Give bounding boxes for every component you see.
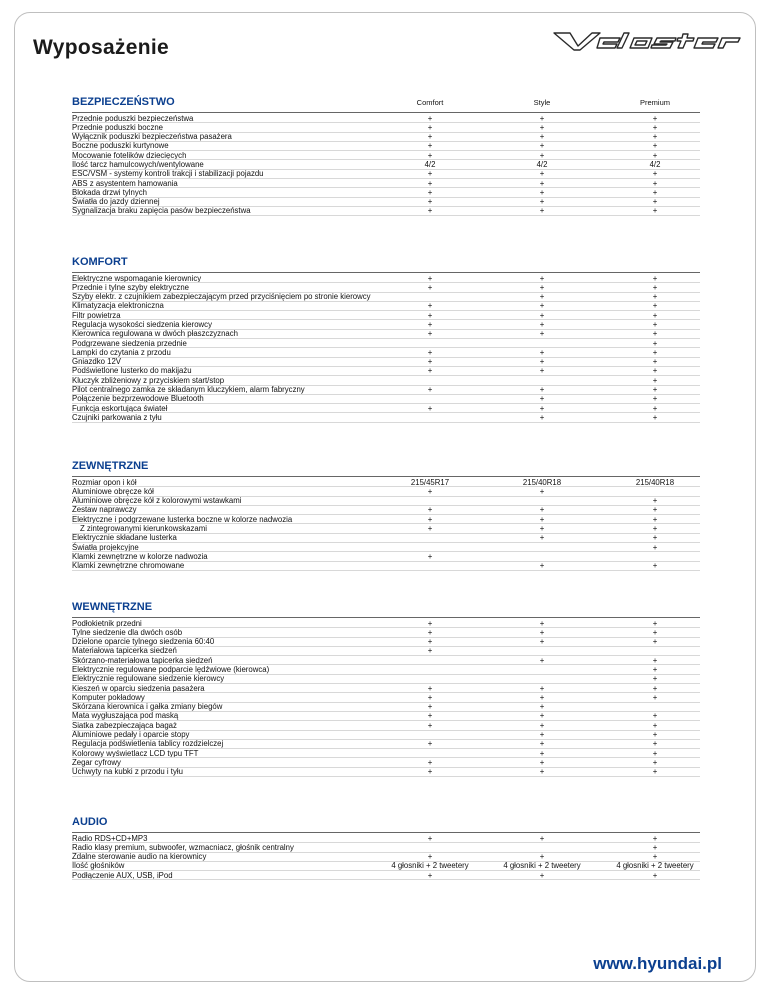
row-label: Funkcja eskortująca świateł [72, 403, 168, 413]
cell-comfort: + [427, 486, 433, 496]
row-label: Przednie poduszki boczne [72, 122, 164, 132]
cell-premium: + [652, 169, 658, 179]
cell-style: + [539, 683, 545, 693]
cell-style: + [539, 141, 545, 151]
row-label: Pilot centralnego zamka ze składanym kluczykiem, alarm fabryczny [72, 385, 305, 395]
cell-premium: + [652, 655, 658, 665]
cell-premium: + [652, 132, 658, 142]
cell-comfort: + [427, 197, 433, 207]
row-label: Kluczyk zbliżeniowy z przyciskiem start/stop [72, 375, 225, 385]
cell-premium: + [652, 301, 658, 311]
section-title: WEWNĘTRZNE [72, 601, 153, 613]
row-label: Klamki zewnętrzne w kolorze nadwozia [72, 551, 208, 561]
cell-comfort: + [427, 141, 433, 151]
row-label: Podłączenie AUX, USB, iPod [72, 870, 173, 880]
footer-url[interactable]: www.hyundai.pl [593, 954, 722, 973]
cell-premium: + [652, 664, 658, 674]
cell-comfort: + [427, 310, 433, 320]
cell-style: 215/40R18 [522, 477, 562, 487]
cell-style: + [539, 692, 545, 702]
cell-comfort: + [427, 329, 433, 339]
cell-premium: + [652, 852, 658, 862]
cell-style: + [539, 711, 545, 721]
cell-premium: + [652, 150, 658, 160]
table-row [72, 749, 700, 758]
section-title: ZEWNĘTRZNE [72, 460, 149, 472]
row-label: Przednie i tylne szyby elektryczne [72, 282, 190, 292]
cell-comfort: + [427, 282, 433, 292]
cell-comfort: + [427, 720, 433, 730]
cell-comfort: + [427, 301, 433, 311]
cell-comfort: + [427, 150, 433, 160]
cell-comfort: 4/2 [424, 159, 436, 169]
table-row [72, 179, 700, 188]
cell-premium: + [652, 748, 658, 758]
cell-style: + [539, 394, 545, 404]
cell-style: + [539, 366, 545, 376]
cell-style: + [539, 523, 545, 533]
cell-comfort: 4 głosniki + 2 tweetery [391, 861, 469, 871]
row-label: Przednie poduszki bezpieczeństwa [72, 113, 194, 123]
cell-premium: + [652, 739, 658, 749]
row-label: Podłokietnik przedni [72, 618, 142, 628]
cell-premium: + [652, 394, 658, 404]
cell-premium: + [652, 637, 658, 647]
cell-premium: + [652, 711, 658, 721]
row-label: Czujniki parkowania z tyłu [72, 412, 162, 422]
row-label: Skórzana kierownica i gałka zmiany biegów [72, 702, 223, 712]
row-label: Mata wygłuszająca pod maską [72, 711, 179, 721]
cell-style: + [539, 357, 545, 367]
section-audio [72, 816, 700, 880]
table-row [72, 413, 700, 422]
cell-style: + [539, 412, 545, 422]
cell-comfort: + [427, 852, 433, 862]
row-label: Elektrycznie regulowane siedzenie kierowcy [72, 674, 225, 684]
cell-style: + [539, 385, 545, 395]
table-row [72, 871, 700, 880]
cell-premium: + [652, 292, 658, 302]
cell-comfort: + [427, 122, 433, 132]
cell-premium: + [652, 366, 658, 376]
table-row [72, 188, 700, 197]
row-label: ABS z asystentem hamowania [72, 178, 178, 188]
cell-style: + [539, 561, 545, 571]
row-label: Dzielone oparcie tylnego siedzenia 60:40 [72, 637, 215, 647]
row-label: Sygnalizacja braku zapięcia pasów bezpieczeństwa [72, 206, 251, 216]
cell-premium: + [652, 505, 658, 515]
cell-comfort: + [427, 273, 433, 283]
cell-style: + [539, 637, 545, 647]
cell-premium: + [652, 842, 658, 852]
cell-premium: + [652, 767, 658, 777]
section-wewnetrzne [72, 601, 700, 777]
section-title: AUDIO [72, 816, 108, 828]
cell-style: + [539, 132, 545, 142]
cell-premium: + [652, 412, 658, 422]
cell-comfort: 215/45R17 [410, 477, 450, 487]
cell-style: + [539, 169, 545, 179]
cell-premium: + [652, 542, 658, 552]
cell-style: + [539, 852, 545, 862]
cell-style: + [539, 178, 545, 188]
cell-premium: + [652, 187, 658, 197]
row-label: Połączenie bezprzewodowe Bluetooth [72, 394, 204, 404]
cell-comfort: + [427, 739, 433, 749]
row-label: Filtr powietrza [72, 310, 121, 320]
veloster-logo [548, 30, 744, 52]
row-label: Materiałowa tapicerka siedzeń [72, 646, 177, 656]
table-row [72, 534, 700, 543]
cell-premium: + [652, 496, 658, 506]
row-label: Skórzano-materiałowa tapicerka siedzeń [72, 655, 213, 665]
section-title: KOMFORT [72, 256, 128, 268]
row-label: Klamki zewnętrzne chromowane [72, 561, 185, 571]
column-header-style: Style [533, 98, 551, 107]
cell-premium: + [652, 561, 658, 571]
row-label: Radio RDS+CD+MP3 [72, 833, 148, 843]
cell-premium: + [652, 720, 658, 730]
cell-style: + [539, 113, 545, 123]
row-label: Aluminiowe obręcze kół [72, 486, 154, 496]
cell-style: + [539, 122, 545, 132]
cell-comfort: + [427, 178, 433, 188]
table-row [72, 114, 700, 123]
row-label: Ilość tarcz hamulcowych/wentylowane [72, 159, 204, 169]
cell-style: + [539, 748, 545, 758]
row-label: Boczne poduszki kurtynowe [72, 141, 169, 151]
cell-style: + [539, 833, 545, 843]
cell-style: + [539, 533, 545, 543]
cell-style: + [539, 730, 545, 740]
table-row [72, 562, 700, 571]
cell-style: + [539, 486, 545, 496]
cell-style: + [539, 347, 545, 357]
cell-premium: + [652, 282, 658, 292]
cell-style: + [539, 702, 545, 712]
cell-comfort: + [427, 646, 433, 656]
table-row [72, 302, 700, 311]
row-label: Komputer pokładowy [72, 692, 145, 702]
row-label: Uchwyty na kubki z przodu i tyłu [72, 767, 183, 777]
row-label: Zegar cyfrowy [72, 757, 121, 767]
cell-comfort: + [427, 692, 433, 702]
table-row [72, 853, 700, 862]
cell-style: + [539, 739, 545, 749]
cell-premium: + [652, 273, 658, 283]
row-label: Wyłącznik poduszki bezpieczeństwa pasażera [72, 132, 232, 142]
table-row [72, 293, 700, 302]
section-zewnetrzne [72, 460, 700, 571]
table-row [72, 478, 700, 487]
cell-premium: + [652, 533, 658, 543]
cell-premium: + [652, 141, 658, 151]
cell-premium: + [652, 178, 658, 188]
cell-style: + [539, 329, 545, 339]
column-header-premium: Premium [639, 98, 670, 107]
cell-style: + [539, 319, 545, 329]
cell-comfort: + [427, 702, 433, 712]
section-komfort [72, 256, 700, 423]
cell-comfort: + [427, 618, 433, 628]
row-label: Ilość głośników [72, 861, 125, 871]
cell-style: + [539, 187, 545, 197]
cell-style: + [539, 282, 545, 292]
cell-premium: + [652, 197, 658, 207]
cell-premium: + [652, 338, 658, 348]
cell-comfort: + [427, 505, 433, 515]
cell-style: + [539, 627, 545, 637]
cell-style: + [539, 767, 545, 777]
cell-comfort: + [427, 514, 433, 524]
cell-premium: + [652, 870, 658, 880]
cell-premium: + [652, 730, 658, 740]
section-title: BEZPIECZEŃSTWO [72, 96, 175, 108]
cell-premium: + [652, 357, 658, 367]
cell-premium: + [652, 113, 658, 123]
cell-comfort: + [427, 113, 433, 123]
row-label: ESC/VSM - systemy kontroli trakcji i stabilizacji pojazdu [72, 169, 264, 179]
row-label: Siatka zabezpieczająca bagaż [72, 720, 177, 730]
cell-comfort: + [427, 683, 433, 693]
cell-style: + [539, 618, 545, 628]
cell-style: 4 głosniki + 2 tweetery [503, 861, 581, 871]
cell-premium: + [652, 122, 658, 132]
row-label: Zdalne sterowanie audio na kierownicy [72, 852, 207, 862]
cell-comfort: + [427, 637, 433, 647]
row-label: Klimatyzacja elektroniczna [72, 301, 164, 311]
cell-comfort: + [427, 169, 433, 179]
cell-premium: + [652, 757, 658, 767]
cell-style: + [539, 403, 545, 413]
cell-premium: + [652, 674, 658, 684]
cell-style: + [539, 273, 545, 283]
row-label: Światła projekcyjne [72, 542, 139, 552]
cell-comfort: + [427, 132, 433, 142]
cell-comfort: + [427, 711, 433, 721]
table-row [72, 684, 700, 693]
cell-comfort: + [427, 347, 433, 357]
row-label: Elektrycznie regulowane podparcie lędźwiowe (kierowca) [72, 664, 270, 674]
table-row [72, 497, 700, 506]
row-label: Regulacja podświetlenia tablicy rozdzielczej [72, 739, 224, 749]
row-label: Radio klasy premium, subwoofer, wzmacniacz, głośnik centralny [72, 842, 294, 852]
cell-style: + [539, 655, 545, 665]
table-row [72, 768, 700, 777]
section-bezpieczenstwo [72, 96, 700, 216]
cell-comfort: + [427, 870, 433, 880]
row-label: Tylne siedzenie dla dwóch osób [72, 627, 183, 637]
cell-premium: + [652, 618, 658, 628]
cell-style: + [539, 757, 545, 767]
cell-comfort: + [427, 366, 433, 376]
cell-premium: + [652, 833, 658, 843]
cell-premium: + [652, 627, 658, 637]
cell-comfort: + [427, 206, 433, 216]
row-label: Lampki do czytania z przodu [72, 347, 171, 357]
table-row [72, 207, 700, 216]
table-row [72, 348, 700, 357]
page-title: Wyposażenie [33, 36, 169, 59]
cell-premium: + [652, 329, 658, 339]
cell-style: + [539, 292, 545, 302]
row-label: Elektryczne i podgrzewane lusterka boczne w kolorze nadwozia [72, 514, 293, 524]
cell-premium: + [652, 206, 658, 216]
row-label: Podgrzewane siedzenia przednie [72, 338, 187, 348]
cell-premium: 215/40R18 [635, 477, 675, 487]
cell-premium: 4 głosniki + 2 tweetery [616, 861, 694, 871]
cell-premium: + [652, 385, 658, 395]
cell-style: + [539, 720, 545, 730]
cell-style: + [539, 150, 545, 160]
cell-premium: + [652, 403, 658, 413]
cell-premium: + [652, 523, 658, 533]
cell-premium: + [652, 319, 658, 329]
row-label: Szyby elektr. z czujnikiem zabezpieczającym przed przyciśnięciem po stronie kierowcy [72, 292, 371, 302]
column-header-comfort: Comfort [416, 98, 444, 107]
row-label: Gniazdko 12V [72, 357, 121, 367]
row-label: Aluminiowe obręcze kół z kolorowymi wstawkami [72, 496, 242, 506]
cell-premium: + [652, 347, 658, 357]
cell-comfort: + [427, 187, 433, 197]
cell-style: 4/2 [536, 159, 548, 169]
cell-comfort: + [427, 833, 433, 843]
table-row [72, 404, 700, 413]
row-label: Regulacja wysokości siedzenia kierowcy [72, 319, 212, 329]
row-label: Kierownica regulowana w dwóch płaszczyznach [72, 329, 238, 339]
cell-comfort: + [427, 767, 433, 777]
cell-style: + [539, 514, 545, 524]
cell-premium: + [652, 310, 658, 320]
row-label: Zestaw naprawczy [72, 505, 137, 515]
cell-style: + [539, 301, 545, 311]
row-label: Blokada drzwi tylnych [72, 187, 147, 197]
cell-comfort: + [427, 757, 433, 767]
row-label: Podświetlone lusterko do makijażu [72, 366, 192, 376]
row-label: Kieszeń w oparciu siedzenia pasażera [72, 683, 205, 693]
cell-premium: 4/2 [649, 159, 661, 169]
cell-style: + [539, 197, 545, 207]
cell-premium: + [652, 375, 658, 385]
cell-premium: + [652, 514, 658, 524]
row-label: Elektryczne wspomaganie kierownicy [72, 273, 202, 283]
cell-style: + [539, 505, 545, 515]
row-label: Kolorowy wyświetlacz LCD typu TFT [72, 748, 199, 758]
cell-comfort: + [427, 403, 433, 413]
cell-comfort: + [427, 385, 433, 395]
cell-comfort: + [427, 551, 433, 561]
row-label: Rozmiar opon i kół [72, 477, 137, 487]
cell-style: + [539, 870, 545, 880]
cell-comfort: + [427, 523, 433, 533]
cell-style: + [539, 206, 545, 216]
cell-comfort: + [427, 357, 433, 367]
row-label: Aluminiowe pedały i oparcie stopy [72, 730, 190, 740]
row-label: Mocowanie fotelików dziecięcych [72, 150, 187, 160]
cell-premium: + [652, 683, 658, 693]
cell-premium: + [652, 692, 658, 702]
row-label: Światła do jazdy dziennej [72, 197, 160, 207]
cell-comfort: + [427, 319, 433, 329]
row-label: Elektrycznie składane lusterka [72, 533, 177, 543]
cell-style: + [539, 310, 545, 320]
cell-comfort: + [427, 627, 433, 637]
row-label: Z zintegrowanymi kierunkowskazami [80, 523, 207, 533]
